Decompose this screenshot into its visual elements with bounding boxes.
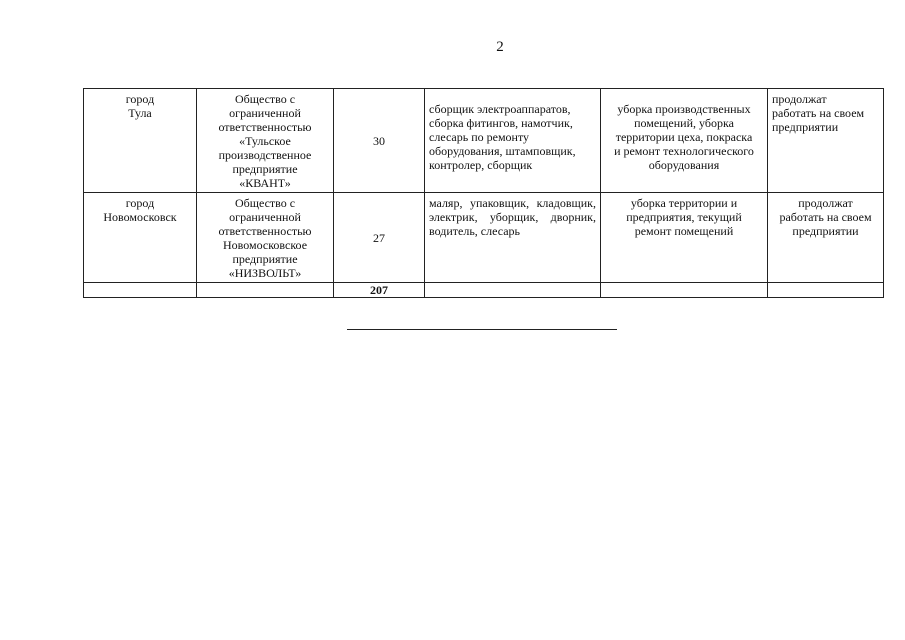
total-row [84, 283, 884, 298]
professions-cell [425, 89, 601, 193]
organization-line: «КВАНТ» [239, 176, 291, 190]
professions-line: сборка фитингов, намотчик, [429, 116, 573, 130]
status-line: предприятии [792, 224, 859, 238]
organization-line: предприятие [232, 162, 298, 176]
empty-cell [768, 283, 884, 298]
total-value: 207 [334, 283, 425, 298]
status-line: работать на своем [772, 106, 865, 120]
works-line: и ремонт технологического [614, 144, 754, 158]
city-cell [84, 193, 197, 283]
works-line: помещений, уборка [634, 116, 734, 130]
status-line: продолжат [772, 92, 827, 106]
works-line: территории цеха, покраска [615, 130, 753, 144]
professions-cell: маляр, упаковщик, кладовщик, электрик, уборщик, дворник, водитель, слесарь [425, 193, 601, 283]
city-line: город [125, 92, 155, 106]
empty-cell [601, 283, 768, 298]
status-line: продолжат [798, 196, 853, 210]
works-line: ремонт помещений [634, 224, 734, 238]
city-line: Тула [128, 106, 152, 120]
professions-line: оборудования, штамповщик, [429, 144, 576, 158]
organization-line: «НИЗВОЛЬТ» [228, 266, 302, 280]
organization-line: производственное [218, 148, 312, 162]
city-line: Новомосковск [103, 210, 177, 224]
professions-line: сборщик электроаппаратов, [429, 102, 571, 116]
table-row [84, 193, 884, 283]
professions-line: контролер, сборщик [429, 158, 533, 172]
works-line: уборка территории и [630, 196, 738, 210]
status-cell [768, 89, 884, 193]
employment-table [83, 88, 884, 298]
organization-line: Новомосковское [222, 238, 308, 252]
organization-cell [197, 89, 334, 193]
table-row [84, 89, 884, 193]
works-line: предприятия, текущий [626, 210, 742, 224]
organization-line: ограниченной [229, 106, 301, 120]
status-cell [768, 193, 884, 283]
status-line: предприятии [772, 120, 839, 134]
separator-line [347, 329, 617, 330]
organization-line: ограниченной [229, 210, 301, 224]
works-cell [601, 193, 768, 283]
professions-line: слесарь по ремонту [429, 130, 530, 144]
city-line: город [125, 196, 155, 210]
count-cell: 30 [334, 89, 425, 193]
city-cell [84, 89, 197, 193]
works-line: уборка производственных [617, 102, 751, 116]
organization-line: предприятие [232, 252, 298, 266]
organization-cell [197, 193, 334, 283]
organization-line: Общество с [234, 196, 296, 210]
organization-line: ответственностью [218, 224, 312, 238]
empty-cell [197, 283, 334, 298]
organization-line: «Тульское [239, 134, 291, 148]
organization-line: ответственностью [218, 120, 312, 134]
count-cell: 27 [334, 193, 425, 283]
works-cell [601, 89, 768, 193]
works-line: оборудования [648, 158, 720, 172]
organization-line: Общество с [234, 92, 296, 106]
empty-cell [84, 283, 197, 298]
status-line: работать на своем [779, 210, 872, 224]
empty-cell [425, 283, 601, 298]
page-number: 2 [496, 39, 504, 55]
